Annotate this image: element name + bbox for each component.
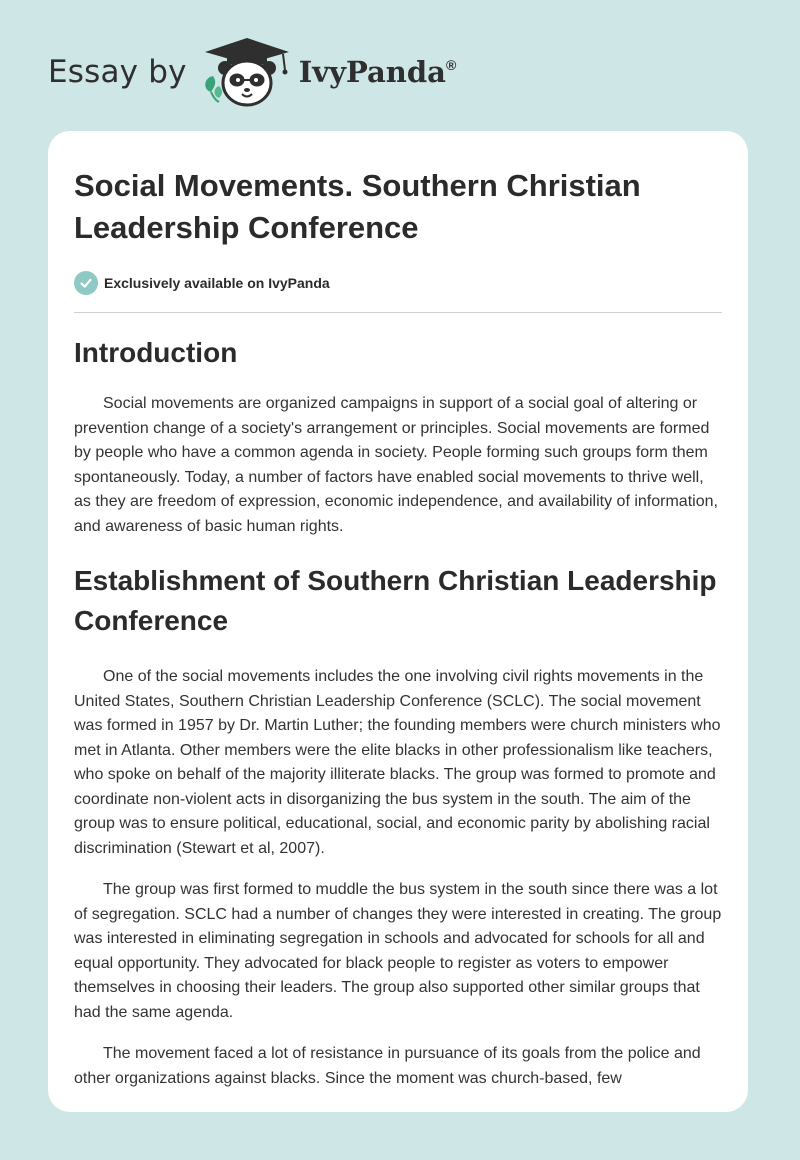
panda-graduate-icon[interactable]	[199, 36, 295, 108]
site-header	[48, 36, 456, 108]
exclusive-badge	[74, 269, 722, 297]
brand-text: IvyPanda	[298, 55, 446, 89]
section-heading-introduction: Introduction	[74, 337, 238, 368]
section-heading-establishment: Establishment of Southern Christian Leadership Conference	[74, 565, 717, 636]
paragraph: One of the social movements includes the one involving civil rights movements in the United States, Southern Christian Leadership Conference (SCLC). The social movement was formed in 1957 by Dr. Martin Luther; the founding members were church ministers who met in Atlanta. Other members were the elite blacks in other professionalism like teachers, who spoke on behalf of the majority illiterate blacks. The group was formed to promote and coordinate non-violent acts in disorganizing the bus system in the south. The aim of the group was to ensure political, educational, social, and economic parity by abolishing racial discrimination (Stewart et al, 2007).	[74, 668, 721, 857]
essay-card	[48, 131, 748, 1112]
brand-name[interactable]	[299, 55, 457, 89]
exclusive-label: Exclusively available on IvyPanda	[104, 275, 330, 291]
leaf-icon	[205, 76, 222, 102]
registered-mark: ®	[445, 57, 457, 73]
essay-by-label: Essay by	[48, 54, 187, 90]
paragraph: The movement faced a lot of resistance in pursuance of its goals from the police and other organizations against blacks. Since the moment was church-based, few	[74, 1045, 701, 1087]
divider	[74, 312, 722, 313]
paragraph: Social movements are organized campaigns in support of a social goal of altering or prevention change of a society's arrangement or principles. Social movements are formed by people who have a common agenda in society. People forming such groups form them spontaneously. Today, a number of factors have enabled social movements to thrive well, as they are freedom of expression, economic independence, and availability of information, and awareness of basic human rights.	[74, 395, 718, 535]
paragraph: The group was first formed to muddle the bus system in the south since there was a lot of segregation. SCLC had a number of changes they were interested in creating. The group was interested in eliminating segregation in schools and advocated for schools for all and equal opportunity. They advocated for black people to register as voters to empower themselves in choosing their leaders. The group also supported other similar groups that had the same agenda.	[74, 881, 722, 1021]
page-title: Social Movements. Southern Christian Leadership Conference	[74, 168, 641, 245]
check-icon	[74, 271, 98, 295]
